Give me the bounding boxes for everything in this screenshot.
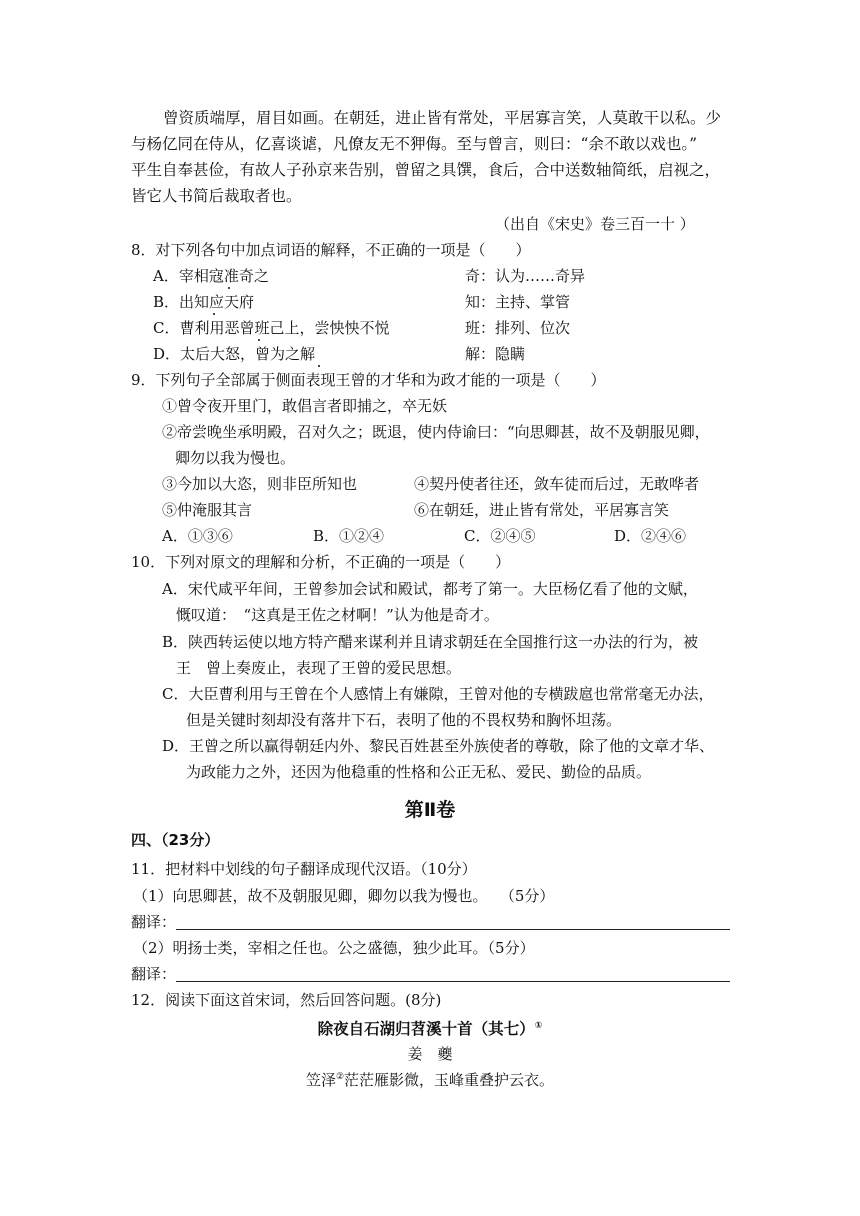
q9-item-2: ②帝尝晚坐承明殿，召对久之；既退，使内侍谕曰：“向思卿甚，故不及朝服见卿， bbox=[162, 423, 710, 441]
q9-choice-a: A．①③⑥ bbox=[162, 527, 233, 545]
section-heading: 四、（23分） bbox=[131, 831, 220, 849]
translate-label: 翻译： bbox=[131, 965, 177, 983]
q10-option-a: A．宋代咸平年间，王曾参加会试和殿试，都考了第一。大臣杨亿看了他的文赋， bbox=[162, 580, 698, 598]
q9-item-1: ①曾令夜开里门，敢倡言者即捕之，卒无妖 bbox=[162, 397, 448, 415]
question-9-stem: 9．下列句子全部属于侧面表现王曾的才华和为政才能的一项是（ ） bbox=[131, 371, 606, 389]
q8-option-b: B．出知应天府 bbox=[153, 293, 255, 311]
q8-option-a-explain: 奇：认为……奇异 bbox=[465, 267, 586, 285]
question-8-stem: 8．对下列各句中加点词语的解释，不正确的一项是（ ） bbox=[131, 241, 531, 259]
passage-line: 与杨亿同在侍从，亿喜谈谑，凡僚友无不狎侮。至与曾言，则曰：“余不敢以戏也。” bbox=[131, 135, 698, 153]
poem-author: 姜 夔 bbox=[407, 1045, 453, 1063]
part-title: 第Ⅱ卷 bbox=[404, 799, 456, 821]
q9-item-5: ⑤仲淹服其言 bbox=[162, 501, 253, 519]
q9-item-4: ④契丹使者往还，敛车徒而后过，无敢哗者 bbox=[414, 475, 700, 493]
emphasis-dot bbox=[318, 365, 320, 367]
question-12-stem: 12．阅读下面这首宋词，然后回答问题。(8分) bbox=[131, 991, 442, 1009]
q8-option-d-explain: 解：隐瞒 bbox=[465, 345, 526, 363]
q11-sentence-2: （2）明扬士类，宰相之任也。公之盛德，独少此耳。（5分） bbox=[133, 939, 535, 957]
q9-item-3: ③今加以大恣，则非臣所知也 bbox=[162, 475, 358, 493]
q9-choice-b: B．①②④ bbox=[313, 527, 385, 545]
q9-choice-c: C．②④⑤ bbox=[464, 527, 536, 545]
emphasis-dot bbox=[213, 313, 215, 315]
passage-line: 平生自奉甚俭，有故人子孙京来告别，曾留之具馔，食后，合中送数轴简纸，启视之， bbox=[131, 161, 721, 179]
q8-option-b-explain: 知：主持、掌管 bbox=[465, 293, 571, 311]
question-11-stem: 11．把材料中划线的句子翻译成现代汉语。（10分） bbox=[131, 860, 477, 878]
passage-source: （出自《宋史》卷三百一十 ） bbox=[495, 215, 695, 233]
emphasis-dot bbox=[258, 339, 260, 341]
q11-sentence-1: （1）向思卿甚，故不及朝服见卿，卿勿以我为慢也。 （5分） bbox=[133, 887, 555, 905]
q8-option-c: C．曹利用恶曾班己上，尝怏怏不悦 bbox=[153, 319, 390, 337]
passage-line: 曾资质端厚，眉目如画。在朝廷，进止皆有常处，平居寡言笑，人莫敢干以私。少 bbox=[163, 109, 722, 127]
q10-option-c: C．大臣曹利用与王曾在个人感情上有嫌隙，王曾对他的专横跋扈也常常毫无办法， bbox=[162, 685, 714, 703]
passage-line: 皆它人书简后裁取者也。 bbox=[131, 187, 302, 205]
answer-line[interactable] bbox=[176, 981, 730, 982]
q10-option-d: D．王曾之所以赢得朝廷内外、黎民百姓甚至外族使者的尊敬，除了他的文章才华、 bbox=[162, 737, 715, 755]
q10-option-b: B．陕西转运使以地方特产醋来谋利并且请求朝廷在全国推行这一办法的行为，被 bbox=[162, 633, 699, 651]
q9-choice-d: D．②④⑥ bbox=[614, 527, 687, 545]
q10-option-d-cont: 为政能力之外，还因为他稳重的性格和公正无私、爱民、勤俭的品质。 bbox=[186, 763, 652, 781]
q10-option-c-cont: 但是关键时刻却没有落井下石，表明了他的不畏权势和胸怀坦荡。 bbox=[186, 711, 622, 729]
emphasis-dot bbox=[228, 287, 230, 289]
poem-verse: 笠泽②茫茫雁影微，玉峰重叠护云衣。 bbox=[305, 1071, 555, 1089]
q10-option-b-cont: 王 曾上奏废止，表现了王曾的爱民思想。 bbox=[176, 659, 462, 677]
poem-title: 除夜自石湖归苕溪十首（其七）① bbox=[317, 1020, 543, 1038]
q8-option-d: D．太后大怒，曾为之解 bbox=[153, 345, 316, 363]
q8-option-c-explain: 班：排列、位次 bbox=[465, 319, 571, 337]
translate-label: 翻译： bbox=[131, 913, 177, 931]
q10-option-a-cont: 慨叹道： “这真是王佐之材啊！”认为他是奇才。 bbox=[176, 606, 499, 624]
question-10-stem: 10．下列对原文的理解和分析，不正确的一项是（ ） bbox=[131, 553, 511, 571]
answer-line[interactable] bbox=[176, 929, 730, 930]
q9-item-2-cont: 卿勿以我为慢也。 bbox=[175, 449, 296, 467]
q9-item-6: ⑥在朝廷，进止皆有常处，平居寡言笑 bbox=[414, 501, 670, 519]
q8-option-a: A．宰相寇准奇之 bbox=[153, 267, 269, 285]
